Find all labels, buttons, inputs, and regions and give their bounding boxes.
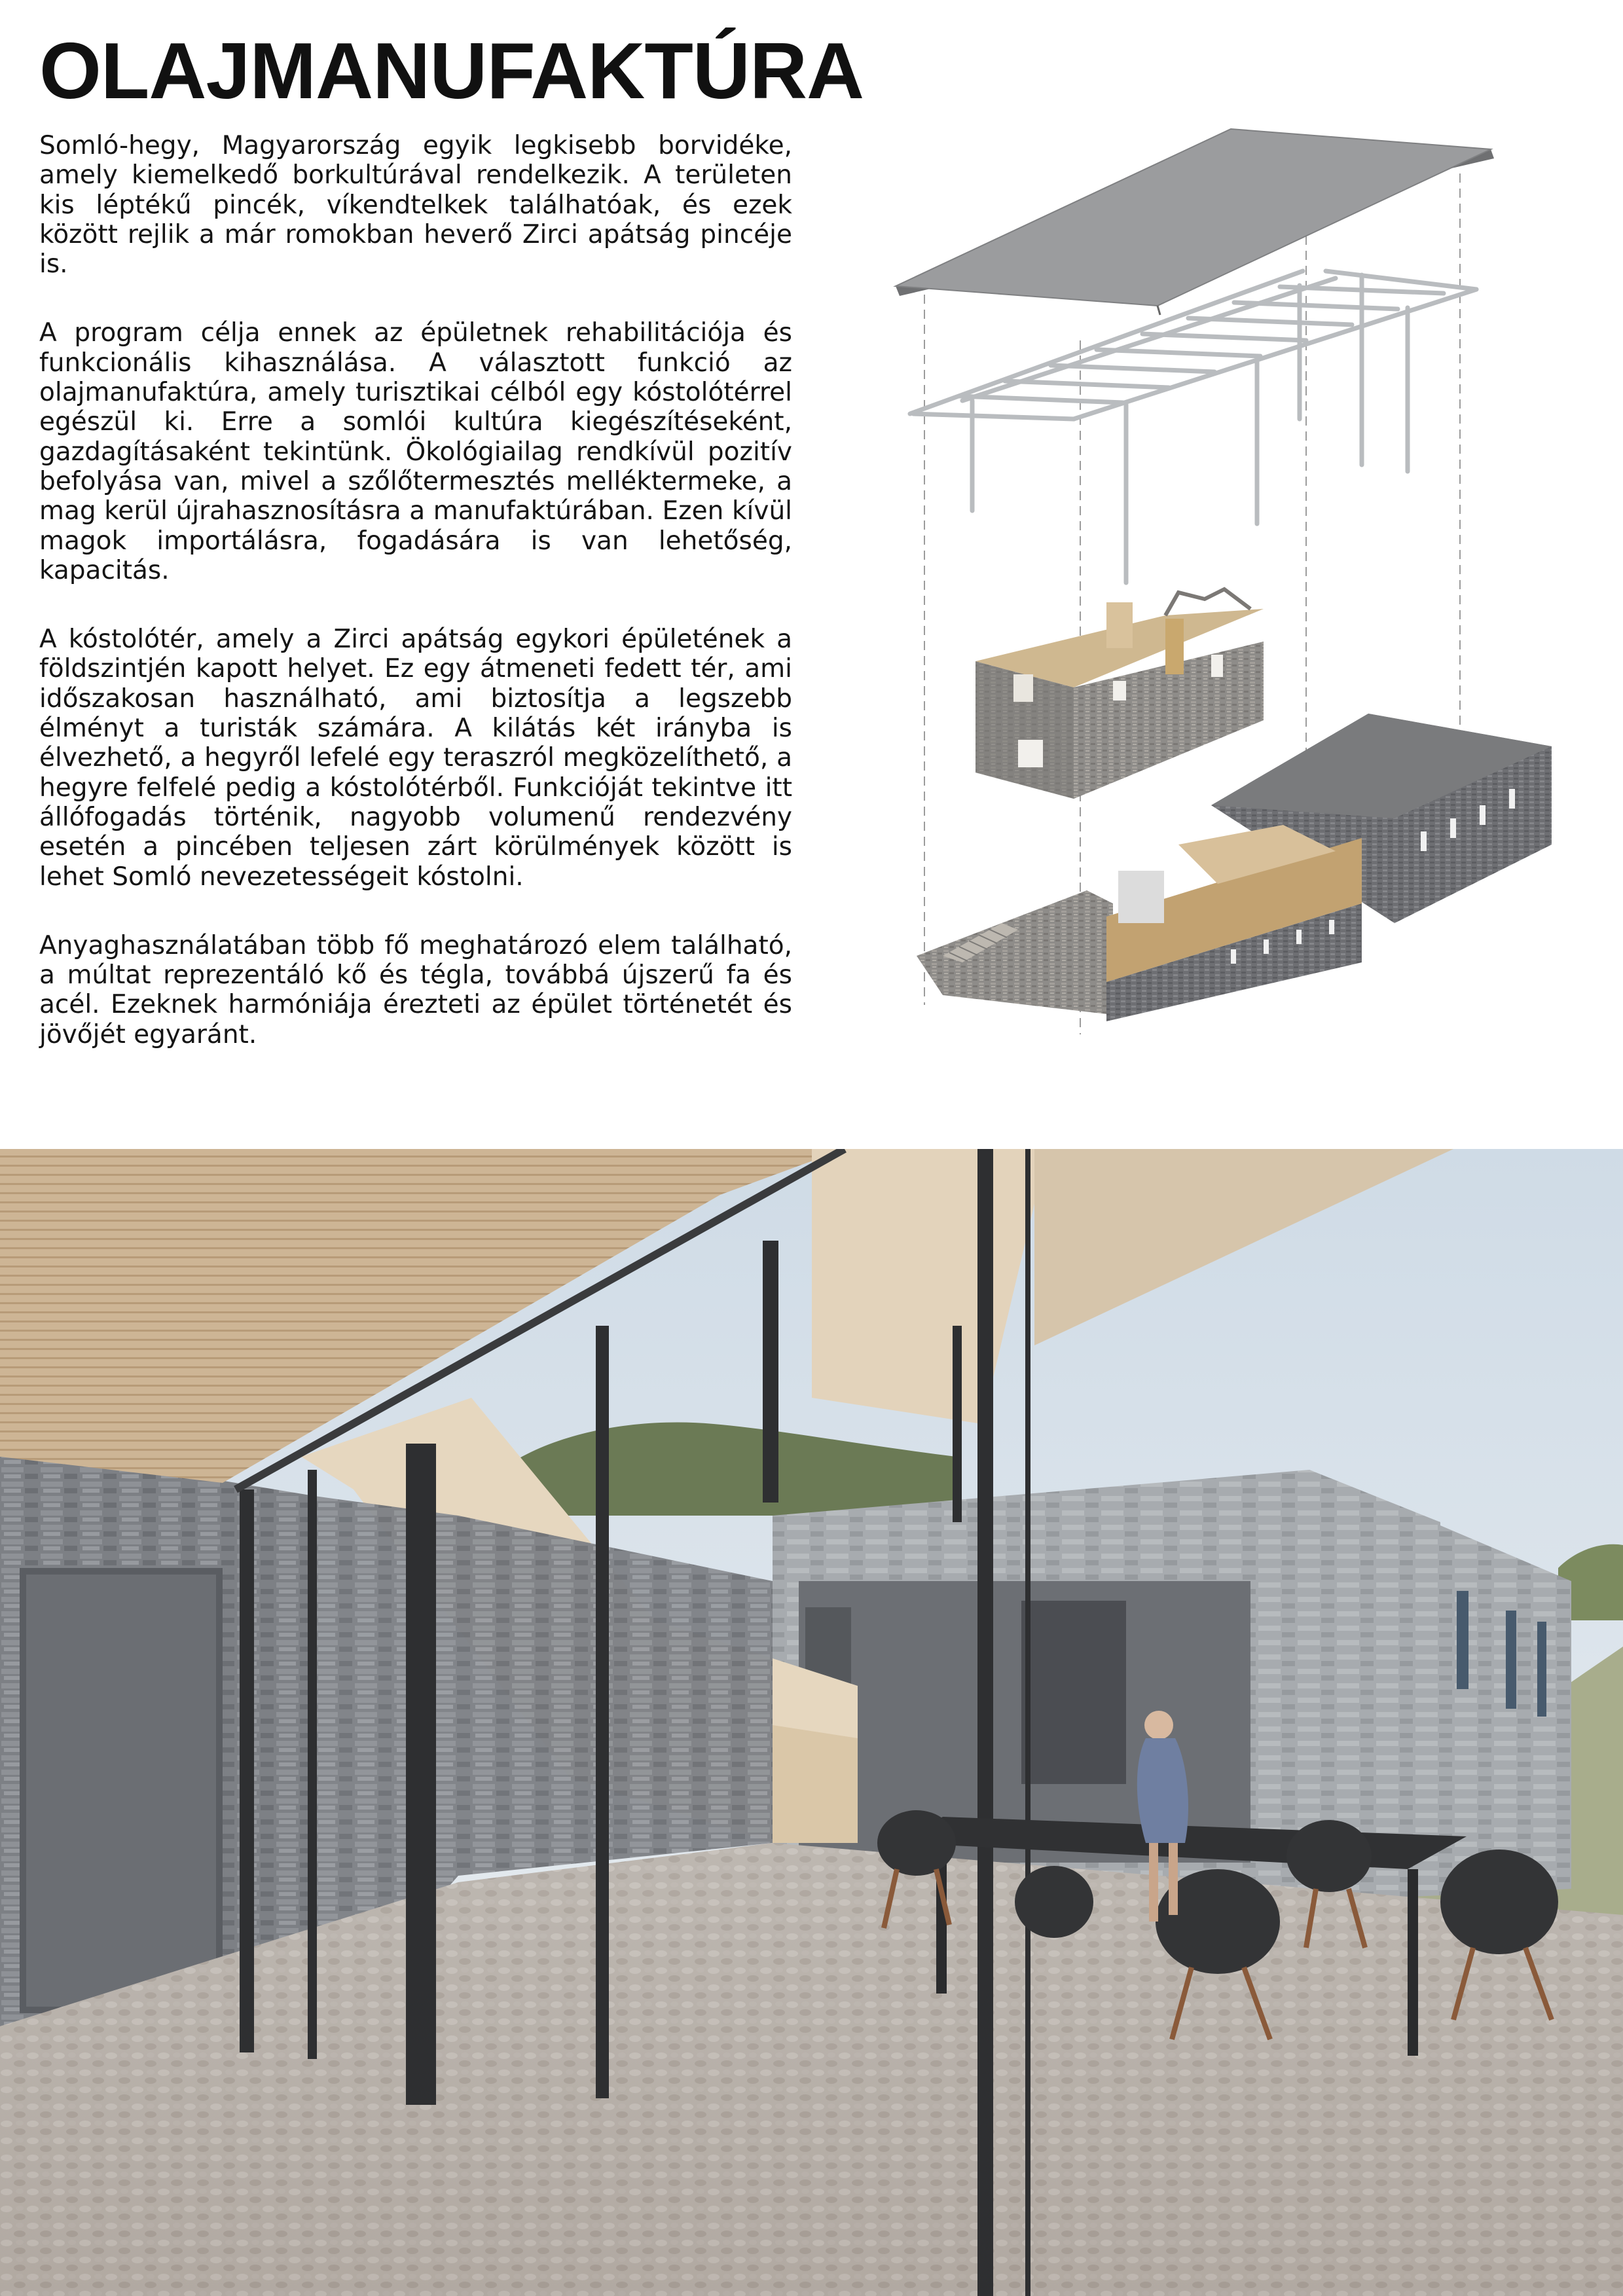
roof-plate [896, 129, 1494, 315]
exploded-axonometric-drawing [851, 0, 1623, 1126]
paragraph-3: A kóstolótér, amely a Zirci apátság egykori épületének a földszintjén kapott helyet. Ez egy átmeneti fedett tér, ami időszakosan használható, ami biztosítja a legszebb élményt a turisták számára. A kilátás két irányba is élvezhető, a hegyről lefelé egy teraszról megközelíthető, a hegyre felfelé pedig a kóstolótérből. Funkcióját tekintve itt állófogadás történik, nagyobb volumenű rendezvény esetén a pincében teljesen zárt körülmények között is lehet Somló nevezetességeit kóstolni. [39, 625, 792, 892]
ruin-block [976, 589, 1264, 799]
page-title: OLAJMANUFAKTÚRA [39, 26, 864, 115]
paragraph-4: Anyaghasználatában több fő meghatározó elem található, a múltat reprezentáló kő és tégla, továbbá újszerű fa és acél. Ezeknek harmóniája érezteti az épület történetét és jövőjét egyaránt. [39, 930, 792, 1049]
body-text [39, 131, 792, 1089]
interior-tasting-room-render [0, 1149, 1623, 2296]
paragraph-2: A program célja ennek az épületnek rehabilitációja és funkcionális kihasználása. A választott funkció az olajmanufaktúra, amely turisztikai célból egy kóstolótérrel egészül ki. Erre a somlói kultúra kiegészítéseként, gazdagításaként tekintünk. Ökológiailag rendkívül pozitív befolyása van, mivel a szőlőtermesztés melléktermeke, a mag kerül újrahasznosításra a manufaktúrában. Ezen kívül magok importálásra, fogadására is van lehetőség, kapacitás. [39, 318, 792, 585]
paragraph-1: Somló-hegy, Magyarország egyik legkisebb borvidéke, amely kiemelkedő borkultúrával rendelkezik. A területen kis léptékű pincék, víkendtelkek találhatóak, és ezek között rejlik a már romokban heverő Zirci apátság pincéje is. [39, 131, 792, 280]
steel-frame [910, 271, 1476, 583]
